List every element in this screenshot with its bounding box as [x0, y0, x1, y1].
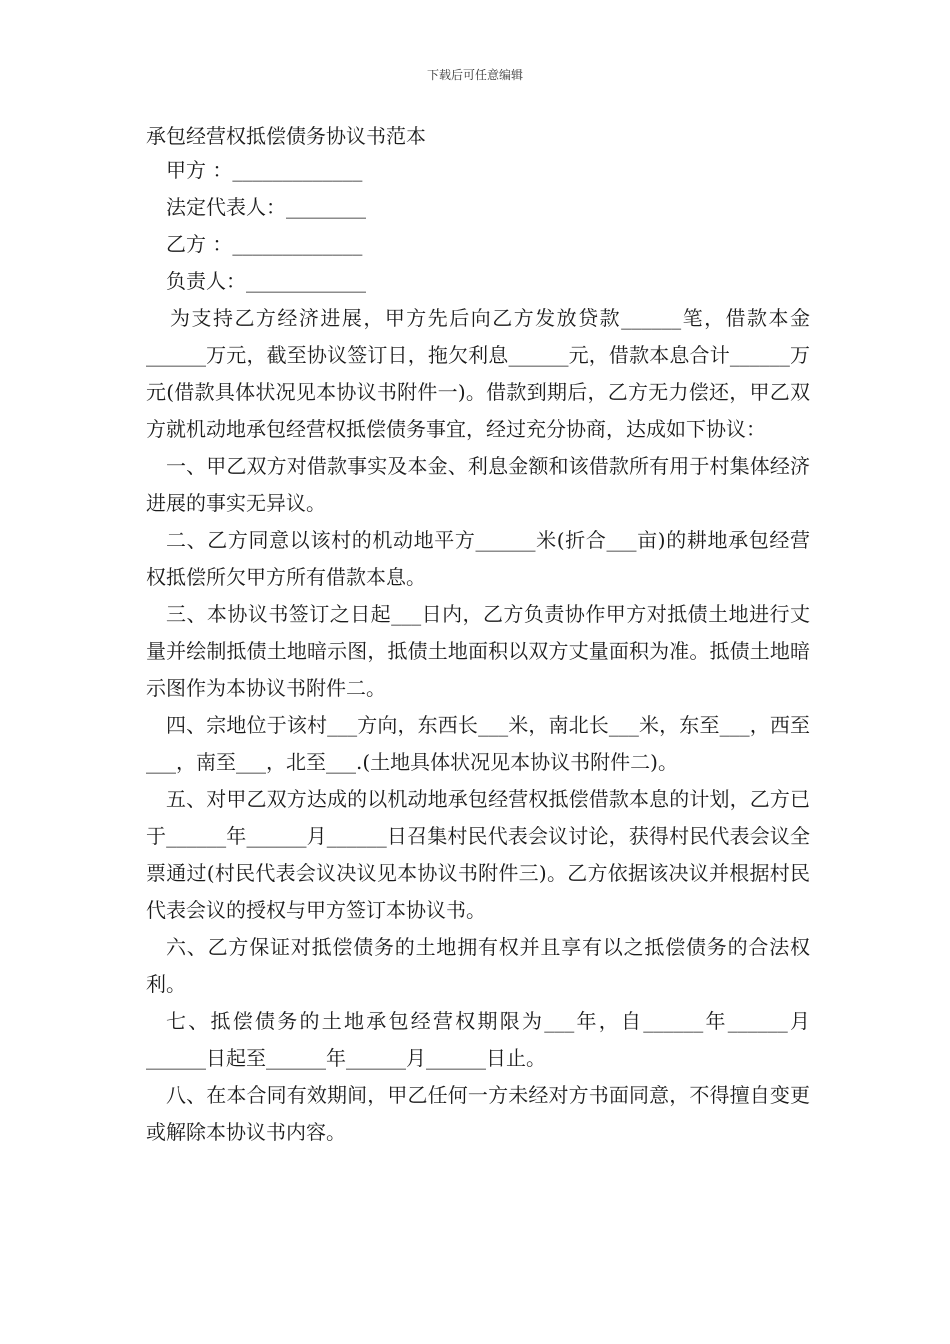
- responsible-person-line: 负责人：____________: [166, 269, 366, 293]
- clause-8: 八、在本合同有效期间，甲乙任何一方未经对方书面同意，不得擅自变更或解除本协议书内容。: [146, 1083, 810, 1144]
- clause-6: 六、乙方保证对抵偿债务的土地拥有权并且享有以之抵偿债务的合法权利。: [146, 935, 810, 996]
- clause-3: 三、本协议书签订之日起___日内，乙方负责协作甲方对抵债土地进行丈量并绘制抵债土地暗示图，抵债土地面积以双方丈量面积为准。抵债土地暗示图作为本协议书附件二。: [146, 602, 810, 700]
- clause-1: 一、甲乙双方对借款事实及本金、利息金额和该借款所有用于村集体经济进展的事实无异议。: [146, 454, 810, 515]
- document-body: [146, 120, 810, 1151]
- clause-5: 五、对甲乙双方达成的以机动地承包经营权抵偿借款本息的计划，乙方已于______年______月______日召集村民代表会议讨论，获得村民代表会议全票通过(村民代表会议决议见本协议书附件三)。乙方依据该决议并根据村民代表会议的授权与甲方签订本协议书。: [146, 787, 810, 922]
- party-b-line: 乙方 ：_____________: [166, 232, 363, 256]
- document-title: 承包经营权抵偿债务协议书范本: [146, 124, 426, 148]
- clause-2: 二、乙方同意以该村的机动地平方______米(折合___亩)的耕地承包经营权抵偿所欠甲方所有借款本息。: [146, 528, 810, 589]
- page-header: 下载后可任意编辑: [426, 68, 523, 82]
- legal-representative-line: 法定代表人：________: [166, 195, 366, 219]
- preamble-paragraph: 为支持乙方经济进展，甲方先后向乙方发放贷款______笔，借款本金______万元，截至协议签订日，拖欠利息______元，借款本息合计______万元(借款具体状况见本协议书附件一)。借款到期后，乙方无力偿还，甲乙双方就机动地承包经营权抵偿债务事宜，经过充分协商，达成如下协议：: [146, 306, 810, 441]
- party-a-line: 甲方 ：_____________: [166, 158, 363, 182]
- clause-7: 七、抵偿债务的土地承包经营权期限为___年，自______年______月______日起至______年______月______日止。: [146, 1009, 810, 1070]
- clause-4: 四、宗地位于该村___方向，东西长___米，南北长___米，东至___，西至___，南至___，北至___.(土地具体状况见本协议书附件二)。: [146, 713, 810, 774]
